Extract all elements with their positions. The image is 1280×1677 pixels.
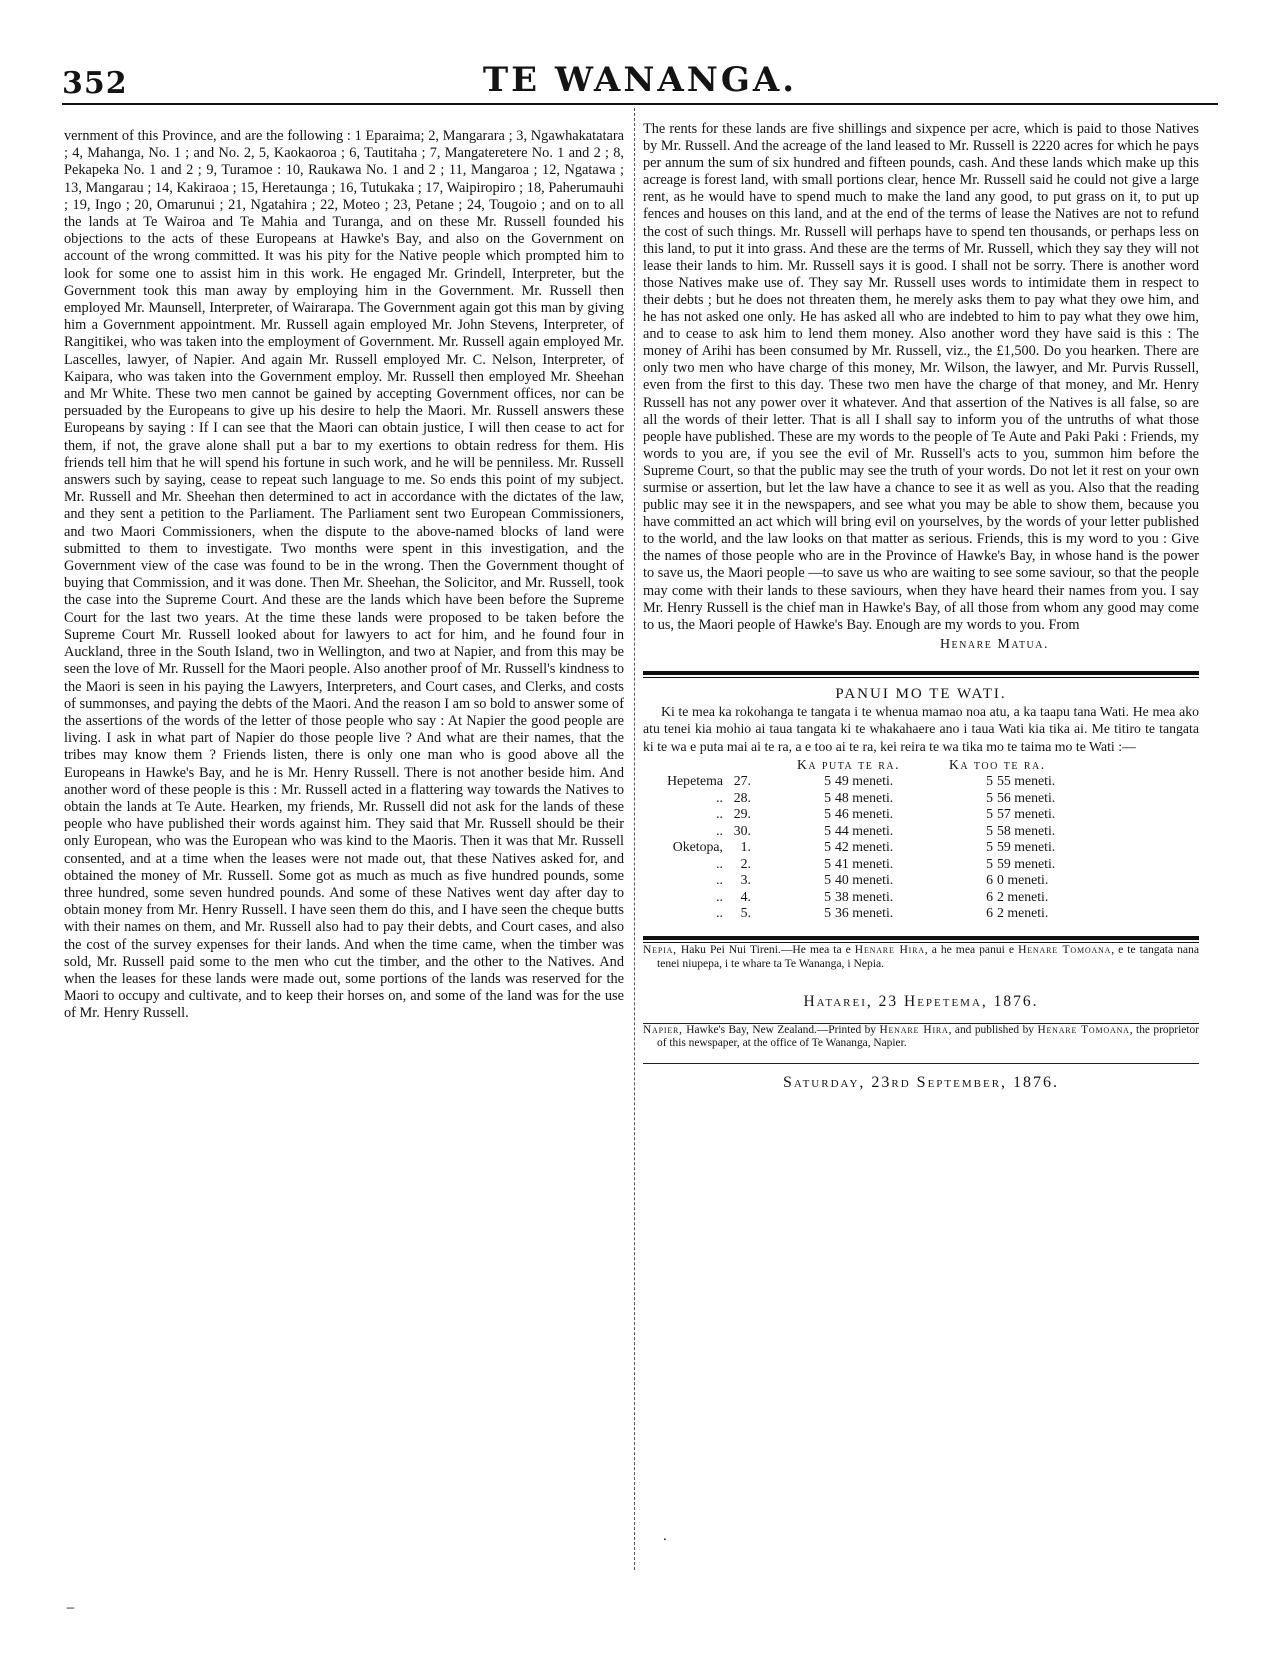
column-header-sunset: Ka too te ra. [949, 757, 1046, 773]
column-header-sunrise: Ka puta te ra. [797, 757, 901, 773]
table-cell-rise-m: 49 meneti. [835, 773, 894, 789]
table-cell-set-m: 59 meneti. [997, 855, 1056, 871]
left-column-text: vernment of this Province, and are the following : 1 Eparaima; 2, Mangarara ; 3, Ngawhakatatara ; 4, Mahanga, No. 1 ; and No. 2, 5, Kaokaoroa ; 6, Tautitaha ; 7, Mangateretere No. 1 and 2 ; 8, Pekapeka No. 1 and 2 ; 9, Turamoe : 10, Raukawa No. 1 and 2 ; 11, Mangaroa ; 12, Ngatawa ; 13, Mangarau ; 14, Kakiraoa ; 15, Heretaunga ; 16, Tutukaka ; 17, Waipiropiro ; 18, Paherumauhi ; 19, Ingo ; 20, Omarunui ; 21, Ngatahira ; 22, Moteo ; 23, Petane ; 24, Tougoio ; and on to all the lands at Te Wairoa and Te Mahia and Turanga, and on these Mr. Russell founded his objections to the acts of these Europeans at Hawke's Bay, and also on the Government on account of the wrong committed. It was his pity for the Native people which prompted him to look for some one to assist him in this work. He engaged Mr. Grindell, Interpreter, but the Government took this man away by employing him in the Government. Mr. Russell then employed Mr. Maunsell, Interpreter, of Wairarapa. The Government again got this man by giving him a Government appointment. Mr. Russell again employed Mr. John Stevens, Interpreter, of Rangitikei, who was taken into the employment of Government. Mr. Russell again employed Mr. Lascelles, lawyer, of Napier. And again Mr. Russell employed Mr. C. Nelson, Interpreter, of Kaipara, who was taken into the Government employ. Mr. Russell then employed Mr. Sheehan and Mr White. These two men cannot be gained by accepting Government offices, nor can be persuaded by the Europeans to give up his desire to help the Maori. Mr. Russell answers these Europeans by saying : If I can see that the Maori can obtain justice, I will then cease to act for them, if not, the grave alone shall put a bar to my exertions to obtain redress for them. His friends tell him that he will spend his fortune in such work, and he will be penniless. Mr. Russell answers such by saying, cease to repeat such language to me. So ends this point of my subject. Mr. Russell and Mr. Sheehan then determined to act in accordance with the dictates of the law, and they sent a petition to the Parliament. The Parliament sent two European Commissioners, and two Maori Commissioners, when the dispute to the above-named blocks of land were submitted to them to investigate. Two months were spent in this investigation, and the Government view of the case was found to be in the wrong. Then the Government thought of buying that Commission, and it was done. Then Mr. Sheehan, the Solicitor, and Mr. Russell, took the case into the Supreme Court. And these are the lands which have been before the Supreme Court for the last two years. At the time these lands were proposed to be taken before the Supreme Court Mr. Russell looked about for lawyers to act for him, and he found four in Auckland, three in the South Island, two in Wellington, and two at Napier, and from this may be seen the love of Mr. Russell for the Maori people. Also another proof of Mr. Russell's kindness to the Maori is seen in his paying the Lawyers, Interpreters, and Court cases, and Clerks, and costs of summonses, and paying the debts of the Maori. And the reason I am so bold to answer some of the assertions of the words of the letter of those people who say : At Napier the good people are living. I ask in what part of Napier do those people live ? And what are their names, that the tribes may know them ? Friends listen, there is only one man who is good above all the Europeans in Hawke's Bay, and he is Mr. Henry Russell. There is not another beside him. And another word of these people is this : Mr. Russell acted in a flattering way towards the Natives to obtain the lands at Te Aute. Hearken, my friends, Mr. Russell did not ask for the lands of these people who have published their words against him. They said that Mr. Russell should be their only European, who was the European who was kind to the Maoris. Then it was that Mr. Russell consented, and at a time when the leases were not made out, that these Natives asked for, and obtained the money of Mr. Russell. Some got as much as much as five hundred pounds, some three hundred, some seven hundred pounds. And some of these Natives went day after day to obtain money from Mr. Henry Russell. I have seen them do this, and I have seen the cheque butts with their names on them, and Mr. Russell also had to pay their debts, and Court cases, and also the cost of the survey expenses for their lands. And when the time came, when the timber was sold, Mr. Russell paid some to the men who cut the timber, and the other to the Natives. And when the leases for these lands were made out, some portions of the lands was reserved for the Maori to occupy and cultivate, and to keep their horses on, and some of the land was for the use of Mr. Henry Russell. [64, 128, 624, 1022]
table-cell-set-h: 6 [986, 888, 993, 904]
table-cell-month: .. [716, 872, 723, 888]
sun-times-table [643, 757, 1077, 922]
table-cell-day: 29. [733, 806, 751, 822]
table-cell-day: 1. [740, 839, 751, 855]
maori-imprint: Nepia, Haku Pei Nui Tireni.—He mea ta e Henare Hira, a he mea panui e Henare Tomoana, e te tangata nana tenei niupepa, i te whare ta Te Wananga, i Nepia. [643, 942, 1199, 970]
table-row [643, 823, 1077, 840]
table-cell-month: .. [716, 806, 723, 822]
table-cell-rise-h: 5 [824, 789, 831, 805]
table-cell-day: 30. [733, 822, 751, 838]
table-cell-rise-m: 48 meneti. [835, 789, 894, 805]
table-cell-set-h: 5 [986, 789, 993, 805]
ink-dash-mark: ‒ [66, 1600, 75, 1616]
table-cell-day: 28. [733, 789, 751, 805]
table-header-row [643, 757, 1077, 773]
table-cell-month: Hepetema [667, 773, 723, 789]
table-cell-set-m: 59 meneti. [997, 839, 1056, 855]
page-number: 352 [62, 66, 128, 101]
table-row [643, 872, 1077, 889]
section-rule [643, 671, 1199, 678]
table-cell-rise-m: 41 meneti. [835, 855, 894, 871]
table-cell-day: 5. [740, 905, 751, 921]
letter-signature: Henare Matua. [939, 636, 1049, 652]
letter-continuation-text: The rents for these lands are five shillings and sixpence per acre, which is paid to those Natives by Mr. Russell. And the acreage of the land leased to Mr. Russell is 2220 acres for which he pays per annum the sum of six hundred and fifteen pounds, cash. And these lands which make up this acreage is forest land, with small portions clear, hence Mr. Russell said he could not give a large rent, as he would have to spend much to make the land any good, to put grass on it, to put up fences and houses on this land, and at the end of the terms of lease the Natives are not to refund the cost of such things. Mr. Russell will perhaps have to spend ten thousands, or perhaps less on this land, to put it into grass. And these are the terms of Mr. Russell, which they say they will not lease their lands to him. Mr. Russell says it is good. I shall not be sorry. There is another word those Natives make use of. They say Mr. Russell uses words to intimidate them in respect to their debts ; but he does not threaten them, he merely asks them to pay what they owe him, and he has not asked one only. He has asked all who are indebted to him to pay what they owe him, and to cease to ask him to lend them money. Also another word they have said is this : The money of Arihi has been consumed by Mr. Russell, viz., the £1,500. Do you hearken. There are only two men who have charge of this money, Mr. Wilson, the lawyer, and Mr. Purvis Russell, even from the first to this day. These two men have the charge of that money, and Mr. Henry Russell has not any power over it whatever. And that assertion of the Natives is all false, so are all the words of their letter. That is all I shall say to inform you of the untruths of what those people have published. These are my words to the people of Te Aute and Paki Paki : Friends, my words to you are, if you see the evil of Mr. Russell's acts to you, summon him before the Supreme Court, so that the public may see the truth of your words. Do not let it rest on your own surmise or assertion, but let the law have a chance to see it as well as you. Also that the reading public may see it in the newspapers, and see what you may be able to show them, because you have committed an act which will bring evil on yourselves, by the words of your letter published to the world, and the law looks on that matter as serious. Friends, this is my word to you : Give the names of those people who are in the Province of Hawke's Bay, in whose hand is the power to save us, the Maori people —to save us who are waiting to see some saviour, so that the people may come with their lands to these saviours, when they have heard their names from you. I say Mr. Henry Russell is the chief man in Hawke's Bay, of all those from whom any good may come to us, the Maori people of Hawke's Bay. Enough are my words to you. From [643, 121, 1199, 633]
right-column [643, 121, 1199, 1092]
table-cell-set-m: 57 meneti. [997, 806, 1056, 822]
table-cell-set-m: 2 meneti. [997, 905, 1049, 921]
table-cell-day: 27. [733, 773, 751, 789]
table-row [643, 905, 1077, 922]
table-cell-day: 3. [740, 872, 751, 888]
sun-table-intro: Ki te mea ka rokohanga te tangata i te whenua mamao noa atu, a ka taapu tana Wati. He mea ako atu tenei kia mohio ai taua tangata ki te whakahaere ano i taua Wati kia tika ai. Me titiro te tangata ki te wa e puta mai ai te ra, a e too ai te ra, kei reira te wa tika mo te taima mo te Wati :— [643, 703, 1199, 754]
column-divider [634, 108, 635, 1570]
table-cell-set-h: 6 [986, 905, 993, 921]
table-cell-rise-h: 5 [824, 806, 831, 822]
table-cell-rise-m: 40 meneti. [835, 872, 894, 888]
table-cell-set-m: 55 meneti. [997, 773, 1056, 789]
table-cell-rise-h: 5 [824, 855, 831, 871]
table-cell-rise-h: 5 [824, 905, 831, 921]
table-row [643, 806, 1077, 823]
table-cell-rise-m: 42 meneti. [835, 839, 894, 855]
sun-table-title: PANUI MO TE WATI. [835, 685, 1007, 702]
table-cell-month: .. [716, 888, 723, 904]
table-cell-rise-h: 5 [824, 872, 831, 888]
table-cell-rise-m: 46 meneti. [835, 806, 894, 822]
maori-dateline: Hatarei, 23 Hepetema, 1876. [803, 992, 1039, 1010]
table-cell-rise-h: 5 [824, 822, 831, 838]
table-cell-set-m: 56 meneti. [997, 789, 1056, 805]
table-cell-rise-h: 5 [824, 839, 831, 855]
ink-speck-mark: ⸳ [663, 1530, 667, 1546]
table-cell-day: 2. [740, 855, 751, 871]
table-cell-set-m: 58 meneti. [997, 822, 1056, 838]
table-cell-set-h: 5 [986, 822, 993, 838]
table-cell-set-h: 5 [986, 839, 993, 855]
table-cell-day: 4. [740, 888, 751, 904]
table-cell-set-h: 5 [986, 806, 993, 822]
table-cell-set-m: 0 meneti. [997, 872, 1049, 888]
english-imprint: Napier, Hawke's Bay, New Zealand.—Printed by Henare Hira, and published by Henare Tomoana, the proprietor of this newspaper, at the office of Te Wananga, Napier. [643, 1023, 1199, 1050]
table-cell-month: .. [716, 905, 723, 921]
table-row [643, 790, 1077, 807]
table-cell-month: .. [716, 855, 723, 871]
table-cell-set-h: 6 [986, 872, 993, 888]
newspaper-title: TE WANANGA. [482, 60, 798, 100]
table-row [643, 889, 1077, 906]
english-dateline: Saturday, 23rd September, 1876. [782, 1074, 1060, 1091]
table-row [643, 773, 1077, 790]
section-rule [643, 936, 1199, 943]
left-column [64, 128, 624, 1578]
table-cell-set-m: 2 meneti. [997, 888, 1049, 904]
table-cell-rise-h: 5 [824, 888, 831, 904]
table-row [643, 856, 1077, 873]
table-cell-rise-m: 44 meneti. [835, 822, 894, 838]
table-row [643, 839, 1077, 856]
table-cell-month: .. [716, 822, 723, 838]
header-rule [62, 103, 1218, 105]
table-cell-rise-m: 36 meneti. [835, 905, 894, 921]
table-cell-set-h: 5 [986, 855, 993, 871]
table-cell-rise-m: 38 meneti. [835, 888, 894, 904]
table-cell-month: Oketopa, [672, 839, 723, 855]
table-cell-rise-h: 5 [824, 773, 831, 789]
table-cell-month: .. [716, 789, 723, 805]
table-cell-set-h: 5 [986, 773, 993, 789]
imprint-rule [643, 1063, 1199, 1064]
